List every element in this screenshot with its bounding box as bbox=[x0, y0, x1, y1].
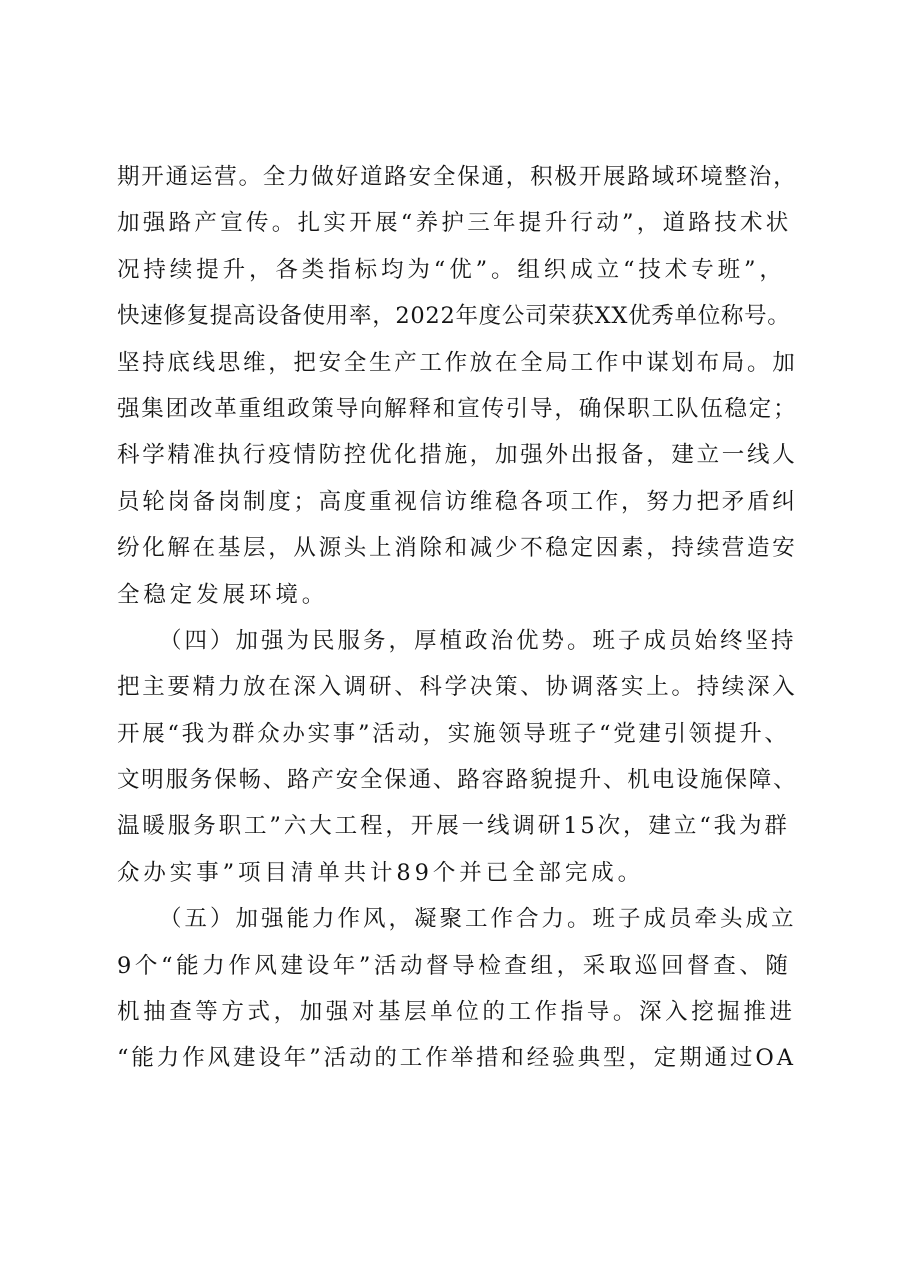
body-line: 况持续提升，各类指标均为“优”。组织成立“技术专班”， bbox=[117, 256, 786, 283]
body-line: 快速修复提高设备使用率，2022年度公司荣获XX优秀单位称号。 bbox=[117, 303, 791, 330]
body-line: 温暖服务职工”六大工程，开展一线调研15次，建立“我为群 bbox=[117, 813, 790, 840]
body-line: 纷化解在基层，从源头上消除和减少不稳定因素，持续营造安 bbox=[117, 535, 798, 562]
body-line: 文明服务保畅、路产安全保通、路容路貌提升、机电设施保障、 bbox=[117, 767, 798, 794]
body-line: 加强路产宣传。扎实开展“养护三年提升行动”，道路技术状 bbox=[117, 210, 792, 237]
body-line: 把主要精力放在深入调研、科学决策、协调落实上。持续深入 bbox=[117, 674, 798, 701]
section-heading-line: （四）加强为民服务，厚植政治优势。班子成员始终坚持 bbox=[159, 627, 797, 654]
document-body bbox=[117, 154, 797, 1082]
body-line: 9个“能力作风建设年”活动督导检查组，采取巡回督查、随 bbox=[117, 952, 792, 979]
body-line: 机抽查等方式，加强对基层单位的工作指导。深入挖掘推进 bbox=[117, 999, 796, 1026]
body-line: 开展“我为群众办实事”活动，实施领导班子“党建引领提升、 bbox=[117, 720, 790, 747]
body-line: “能力作风建设年”活动的工作举措和经验典型，定期通过OA bbox=[117, 1045, 796, 1072]
body-line: 坚持底线思维，把安全生产工作放在全局工作中谋划布局。加 bbox=[117, 349, 798, 376]
body-line: 期开通运营。全力做好道路安全保通，积极开展路域环境整治， bbox=[117, 164, 798, 190]
section-heading-line: （五）加强能力作风，凝聚工作合力。班子成员牵头成立 bbox=[159, 906, 797, 933]
body-line: 员轮岗备岗制度；高度重视信访维稳各项工作，努力把矛盾纠 bbox=[117, 488, 798, 515]
body-line: 全稳定发展环境。 bbox=[117, 581, 329, 608]
body-line: 众办实事”项目清单共计89个并已全部完成。 bbox=[117, 859, 645, 886]
body-line: 强集团改革重组政策导向解释和宣传引导，确保职工队伍稳定； bbox=[117, 395, 798, 422]
body-line: 科学精准执行疫情防控优化措施，加强外出报备，建立一线人 bbox=[117, 442, 798, 469]
